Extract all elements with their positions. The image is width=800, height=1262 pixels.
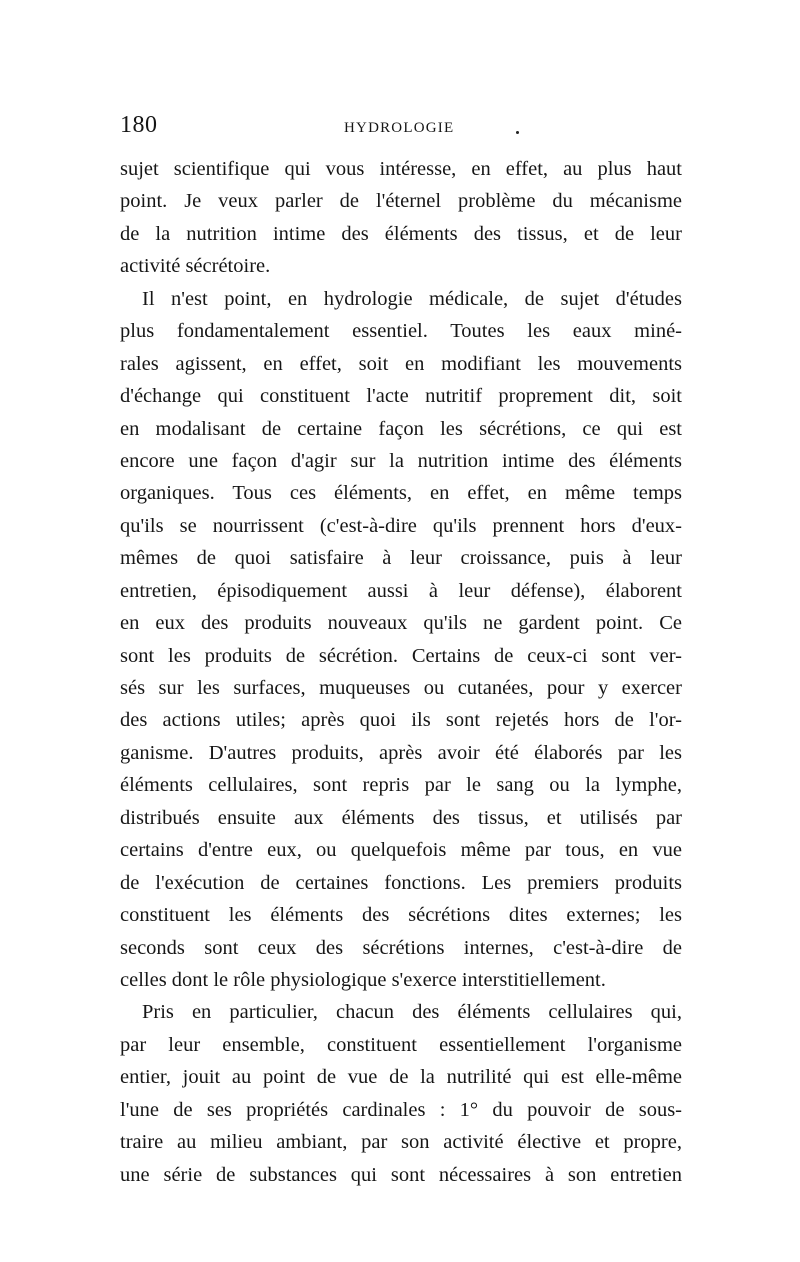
running-head: HYDROLOGIE (344, 120, 455, 136)
text-line: distribués ensuite aux éléments des tissus, et utilisés par (120, 806, 682, 829)
text-line: sujet scientifique qui vous intéresse, en effet, au plus haut (120, 158, 682, 180)
text-line: de l'exécution de certaines fonctions. Les premiers produits (120, 871, 682, 894)
text-line: entretien, épisodiquement aussi à leur défense), élaborent (120, 579, 682, 602)
text-line: sés sur les surfaces, muqueuses ou cutanées, pour y exercer (120, 677, 682, 699)
text-line: des actions utiles; après quoi ils sont rejetés hors de l'or- (120, 709, 682, 732)
text-line: sont les produits de sécrétion. Certains de ceux-ci sont ver- (120, 644, 682, 667)
text-line: rales agissent, en effet, soit en modifiant les mouvements (120, 352, 682, 375)
text-line: traire au milieu ambiant, par son activité élective et propre, (120, 1131, 682, 1154)
text-line: constituent les éléments des sécrétions dites externes; les (120, 904, 682, 927)
text-line: activité sécrétoire. (120, 255, 271, 278)
text-line: une série de substances qui sont nécessaires à son entretien (120, 1163, 682, 1186)
text-line: point. Je veux parler de l'éternel problème du mécanisme (120, 190, 682, 213)
text-line: en eux des produits nouveaux qu'ils ne gardent point. Ce (120, 612, 682, 635)
text-line: Pris en particulier, chacun des éléments cellulaires qui, (142, 1001, 682, 1024)
text-line: seconds sont ceux des sécrétions internes, c'est-à-dire de (120, 936, 682, 959)
text-line: Il n'est point, en hydrologie médicale, de sujet d'études (142, 287, 682, 310)
text-line: plus fondamentalement essentiel. Toutes les eaux miné- (120, 320, 682, 343)
text-line: en modalisant de certaine façon les sécrétions, ce qui est (120, 417, 682, 440)
text-line: certains d'entre eux, ou quelquefois même par tous, en vue (120, 839, 682, 862)
text-line: par leur ensemble, constituent essentiellement l'organisme (120, 1033, 682, 1056)
page-header (120, 112, 682, 144)
text-line: entier, jouit au point de vue de la nutrilité qui est elle-même (120, 1066, 682, 1089)
print-speck (516, 131, 519, 134)
body-text (120, 153, 682, 1191)
text-line: qu'ils se nourrissent (c'est-à-dire qu'ils prennent hors d'eux- (120, 514, 682, 537)
text-line: mêmes de quoi satisfaire à leur croissance, puis à leur (120, 547, 682, 570)
text-line: d'échange qui constituent l'acte nutritif proprement dit, soit (120, 385, 682, 408)
text-line: éléments cellulaires, sont repris par le sang ou la lymphe, (120, 774, 682, 797)
text-line: l'une de ses propriétés cardinales : 1° du pouvoir de sous- (120, 1098, 682, 1121)
text-line: ganisme. D'autres produits, après avoir été élaborés par les (120, 741, 682, 764)
text-line: encore une façon d'agir sur la nutrition intime des éléments (120, 449, 682, 472)
text-line: organiques. Tous ces éléments, en effet, en même temps (120, 482, 682, 505)
text-line: celles dont le rôle physiologique s'exerce interstitiellement. (120, 968, 606, 991)
page-number: 180 (120, 112, 158, 138)
text-line: de la nutrition intime des éléments des tissus, et de leur (120, 222, 682, 245)
